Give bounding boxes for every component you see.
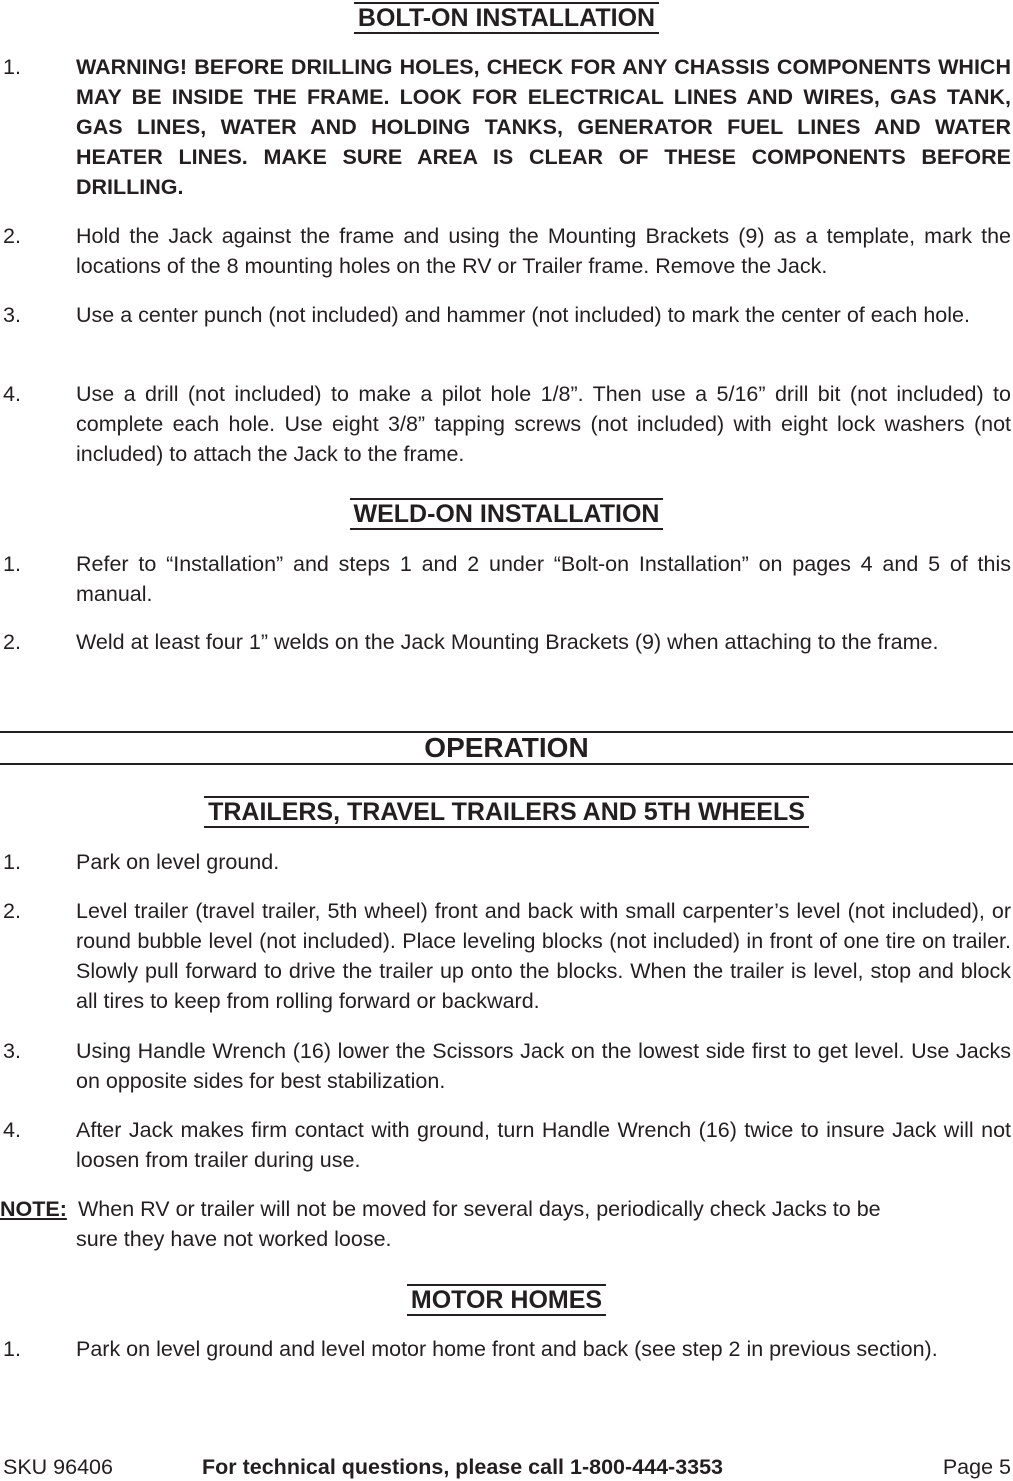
trailers-heading: TRAILERS, TRAVEL TRAILERS AND 5TH WHEELS bbox=[0, 796, 1013, 828]
step-number: 1. bbox=[3, 552, 21, 576]
step-number: 2. bbox=[3, 899, 21, 923]
note-text-line-1: When RV or trailer will not be moved for several days, periodically check Jacks to be bbox=[78, 1197, 881, 1221]
trailers-note bbox=[0, 1194, 1013, 1254]
bolt-on-step-1 bbox=[0, 52, 1013, 202]
step-text: Using Handle Wrench (16) lower the Scissors Jack on the lowest side first to get level. Use Jacks on opposite sides for best stabilization. bbox=[76, 1039, 1011, 1093]
weld-on-step-1 bbox=[0, 549, 1013, 609]
trailers-step-1 bbox=[0, 847, 1013, 877]
step-text: Park on level ground and level motor home front and back (see step 2 in previous section). bbox=[76, 1337, 938, 1361]
bolt-on-step-4 bbox=[0, 379, 1013, 469]
bolt-on-heading: BOLT-ON INSTALLATION bbox=[0, 2, 1013, 34]
step-text: Weld at least four 1” welds on the Jack Mounting Brackets (9) when attaching to the frame. bbox=[76, 630, 939, 654]
step-number: 4. bbox=[3, 1118, 21, 1142]
step-text: WARNING! BEFORE DRILLING HOLES, CHECK FOR ANY CHASSIS COMPONENTS WHICH MAY BE INSIDE THE FRAME. LOOK FOR ELECTRICAL LINES AND WIRES, GAS TANK, GAS LINES, WATER AND HOLDING TANKS, GENERATOR FUEL LINES AND WATER HEATER LINES. MAKE SURE AREA IS CLEAR OF THESE COMPONENTS BEFORE DRILLING. bbox=[76, 55, 1011, 199]
step-text: After Jack makes firm contact with ground, turn Handle Wrench (16) twice to insure Jack will not loosen from trailer during use. bbox=[76, 1118, 1011, 1172]
note-text-line-2: sure they have not worked loose. bbox=[76, 1227, 392, 1251]
step-number: 1. bbox=[3, 1337, 21, 1361]
step-number: 2. bbox=[3, 224, 21, 248]
tech-support-line: For technical questions, please call 1-800-444-3353 bbox=[202, 1455, 724, 1479]
trailers-step-2 bbox=[0, 896, 1013, 1016]
note-label: NOTE: bbox=[0, 1197, 67, 1221]
trailers-step-4 bbox=[0, 1115, 1013, 1175]
page-footer bbox=[0, 1453, 1013, 1481]
bolt-on-step-2 bbox=[0, 221, 1013, 281]
step-text: Park on level ground. bbox=[76, 850, 280, 874]
operation-heading: OPERATION bbox=[0, 731, 1013, 765]
trailers-step-3 bbox=[0, 1036, 1013, 1096]
step-number: 4. bbox=[3, 382, 21, 406]
step-number: 1. bbox=[3, 850, 21, 874]
step-text: Use a center punch (not included) and hammer (not included) to mark the center of each hole. bbox=[76, 303, 970, 327]
motor-homes-step-1 bbox=[0, 1334, 1013, 1394]
step-number: 3. bbox=[3, 303, 21, 327]
step-text: Use a drill (not included) to make a pilot hole 1/8”. Then use a 5/16” drill bit (not included) to complete each hole. Use eight 3/8” tapping screws (not included) with eight lock washers (not included) to attach the Jack to the frame. bbox=[76, 382, 1011, 466]
page-number: Page 5 bbox=[942, 1455, 1011, 1479]
motor-homes-heading: MOTOR HOMES bbox=[0, 1284, 1013, 1316]
step-text: Refer to “Installation” and steps 1 and 2 under “Bolt-on Installation” on pages 4 and 5 of this manual. bbox=[76, 552, 1011, 606]
weld-on-heading: WELD-ON INSTALLATION bbox=[0, 498, 1013, 530]
step-text: Hold the Jack against the frame and using the Mounting Brackets (9) as a template, mark the locations of the 8 mounting holes on the RV or Trailer frame. Remove the Jack. bbox=[76, 224, 1011, 278]
weld-on-step-2 bbox=[0, 627, 1013, 687]
step-number: 1. bbox=[3, 55, 21, 79]
step-number: 2. bbox=[3, 630, 21, 654]
bolt-on-step-3 bbox=[0, 300, 1013, 360]
step-text: Level trailer (travel trailer, 5th wheel) front and back with small carpenter’s level (not included), or round bubble level (not included). Place leveling blocks (not included) in front of one tire on trailer. Slowly pull forward to drive the trailer up onto the blocks. When the trailer is level, stop and block all tires to keep from rolling forward or backward. bbox=[76, 899, 1011, 1013]
sku-number: SKU 96406 bbox=[3, 1455, 113, 1479]
step-number: 3. bbox=[3, 1039, 21, 1063]
